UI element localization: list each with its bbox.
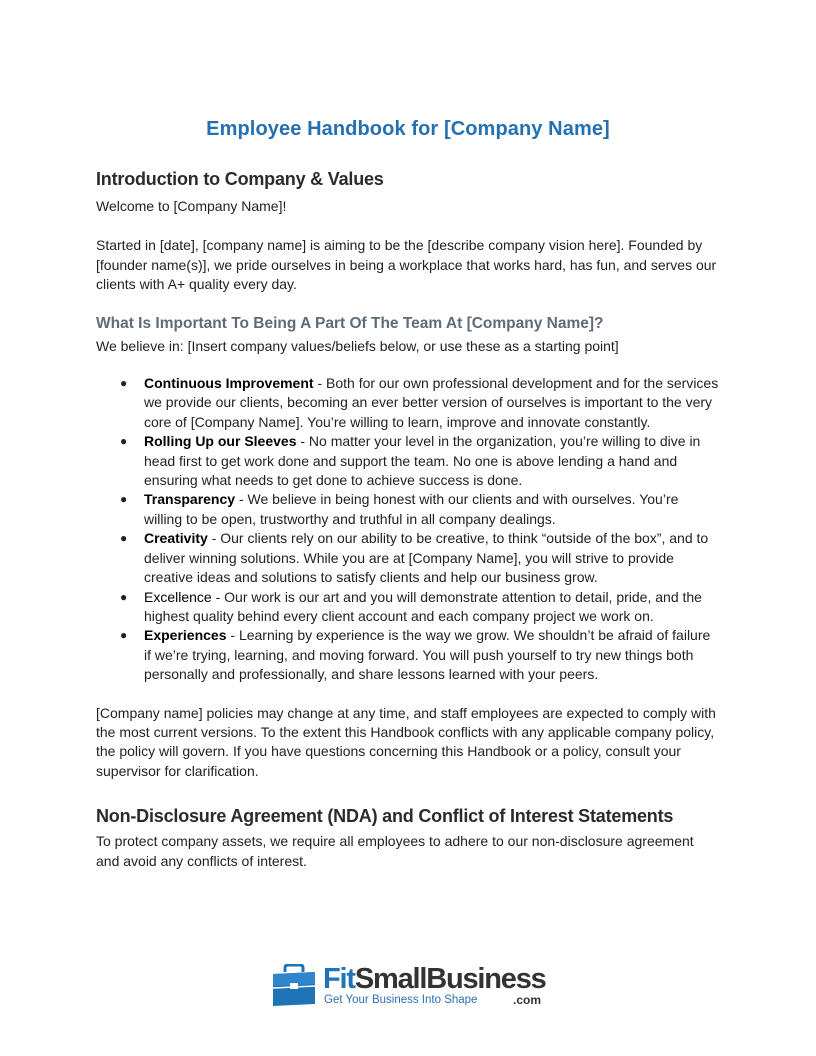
value-text: - Our clients rely on our ability to be creative, to think “outside of the box”, and to deliver winning solutions. While you are at [Company Name], you will strive to provide creative ideas and solutions to satisfy clients and help our business grow.: [144, 530, 709, 586]
team-heading: What Is Important To Being A Part Of The Team At [Company Name]?: [96, 314, 604, 332]
value-item-creativity: [96, 529, 720, 587]
bullet-icon: ●: [120, 531, 128, 546]
value-term: Continuous Improvement: [144, 375, 314, 392]
logo-tagline: Get Your Business Into Shape: [324, 994, 478, 1006]
logo-dotcom: .com: [513, 993, 542, 1007]
bullet-icon: ●: [120, 492, 128, 507]
value-item-rolling-up-sleeves: [96, 432, 720, 490]
logo-wordmark: [323, 964, 546, 994]
intro-heading: Introduction to Company & Values: [96, 169, 384, 189]
logo-wordmark-rest: SmallBusiness: [354, 963, 546, 995]
value-text: - No matter your level in the organization, you’re willing to dive in head first to get work done and support the team. No one is above lending a hand and ensuring what needs to get done to achieve success is done.: [144, 433, 701, 489]
value-text: - Both for our own professional development and for the services we provide our clients, becoming an ever better version of ourselves is important to the very core of [Company Name]. You’re willing to learn, improve and innovate constantly.: [144, 375, 719, 430]
value-item-transparency: [96, 490, 720, 529]
values-list: [96, 374, 720, 685]
believe-paragraph: We believe in: [Insert company values/beliefs below, or use these as a starting point]: [96, 337, 619, 354]
bullet-icon: ●: [120, 376, 128, 391]
bullet-icon: ●: [120, 589, 128, 604]
value-text: - We believe in being honest with our clients and with ourselves. You’re willing to be open, trustworthy and truthful in all company dealings.: [144, 491, 679, 527]
logo-wordmark-fit: Fit: [323, 963, 355, 995]
welcome-paragraph: Welcome to [Company Name]!: [96, 198, 287, 214]
value-term: Excellence: [144, 588, 212, 605]
value-term: Rolling Up our Sleeves: [144, 433, 297, 450]
started-paragraph: Started in [date], [company name] is aiming to be the [describe company vision here]. Founded by [founder name(s)], we pride ourselves in being a workplace that works hard, has fun, and serves our clients with A+ quality every day.: [96, 237, 717, 293]
value-item-excellence: [96, 588, 720, 627]
value-text: - Our work is our art and you will demonstrate attention to detail, pride, and the highest quality behind every client account and each company project we work on.: [144, 588, 702, 624]
policies-paragraph: [Company name] policies may change at any time, and staff employees are expected to comply with the most current versions. To the extent this Handbook conflicts with any applicable company policy, the policy will govern. If you have questions concerning this Handbook or a policy, consult your supervisor for clarification.: [96, 704, 716, 779]
value-term: Experiences: [144, 627, 227, 644]
fitsmallbusiness-logo: [271, 962, 551, 1012]
briefcase-icon: [271, 964, 317, 1008]
value-term: Transparency: [144, 491, 236, 508]
value-item-continuous-improvement: [96, 374, 720, 432]
nda-paragraph: To protect company assets, we require all employees to adhere to our non-disclosure agreement and avoid any conflicts of interest.: [96, 833, 694, 869]
document-title: Employee Handbook for [Company Name]: [206, 118, 610, 140]
nda-heading: Non-Disclosure Agreement (NDA) and Conflict of Interest Statements: [96, 806, 674, 827]
value-text: - Learning by experience is the way we grow. We shouldn’t be afraid of failure if we’re trying, learning, and moving forward. You will push yourself to try new things both personally and professionally, and share lessons learned with your peers.: [144, 627, 711, 683]
bullet-icon: ●: [120, 628, 128, 643]
value-term: Creativity: [144, 530, 208, 547]
value-item-experiences: [96, 626, 720, 684]
document-body: [96, 166, 720, 871]
bullet-icon: ●: [120, 434, 128, 449]
